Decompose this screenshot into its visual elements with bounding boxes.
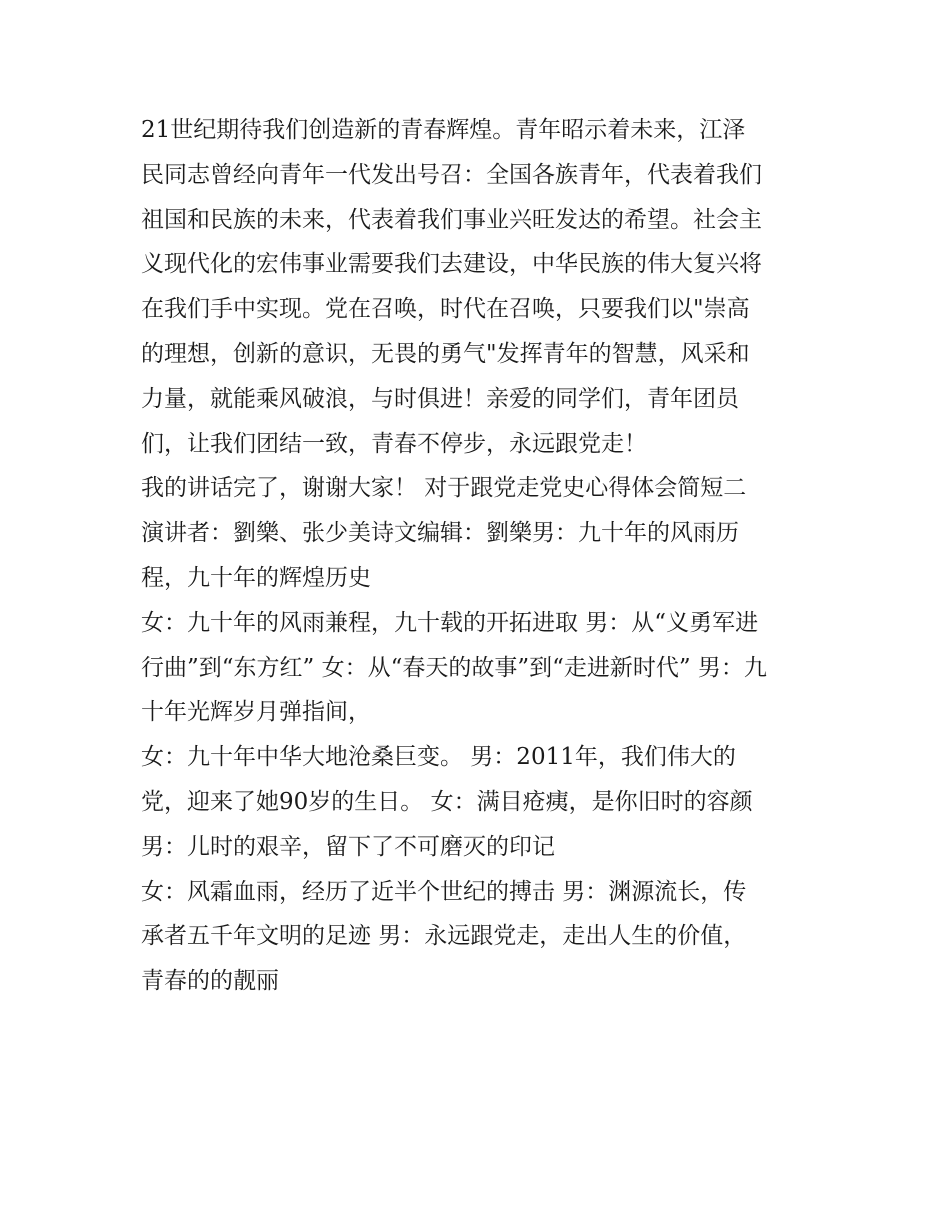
text-line: 21世纪期待我们创造新的青春辉煌。青年昭示着未来，江泽 (141, 117, 746, 143)
text-line: 义现代化的宏伟事业需要我们去建设，中华民族的伟大复兴将 (141, 251, 762, 278)
speech-text-block (141, 108, 831, 1004)
text-line: 承者五千年文明的足迹 男：永远跟党走，走出人生的价值， (141, 923, 747, 950)
text-line: 党，迎来了她90岁的生日。 女：满目疮痍，是你旧时的容颜 (141, 788, 753, 815)
text-line: 们，让我们团结一致，青春不停步，永远跟党走！ (141, 430, 647, 457)
text-line: 祖国和民族的未来，代表着我们事业兴旺发达的希望。社会主 (141, 206, 762, 233)
text-line: 行曲”到“东方红” 女：从“春天的故事”到“走进新时代” 男：九 (141, 654, 767, 681)
text-line: 力量，就能乘风破浪，与时俱进！亲爱的同学们，青年团员 (141, 385, 739, 412)
text-line: 女：九十年的风雨兼程，九十载的开拓进取 男：从“义勇军进 (141, 609, 759, 636)
text-line: 我的讲话完了，谢谢大家！ 对于跟党走党史心得体会简短二 (141, 475, 747, 502)
text-line: 演讲者：劉樂、张少美诗文编辑：劉樂男：九十年的风雨历 (141, 520, 739, 547)
text-line: 民同志曾经向青年一代发出号召：全国各族青年，代表着我们 (141, 161, 762, 188)
text-line: 十年光辉岁月弹指间， (141, 699, 371, 726)
text-line: 的理想，创新的意识，无畏的勇气"发挥青年的智慧，风采和 (141, 340, 750, 367)
text-line: 女：风霜血雨，经历了近半个世纪的搏击 男：渊源流长，传 (141, 878, 747, 905)
text-line: 青春的的靓丽 (141, 968, 279, 995)
text-line: 在我们手中实现。党在召唤，时代在召唤，只要我们以"崇高 (141, 296, 750, 323)
text-line: 程，九十年的辉煌历史 (141, 564, 371, 591)
text-line: 女：九十年中华大地沧桑巨变。 男：2011年，我们伟大的 (141, 744, 736, 771)
text-line: 男：儿时的艰辛，留下了不可磨灭的印记 (141, 833, 555, 860)
